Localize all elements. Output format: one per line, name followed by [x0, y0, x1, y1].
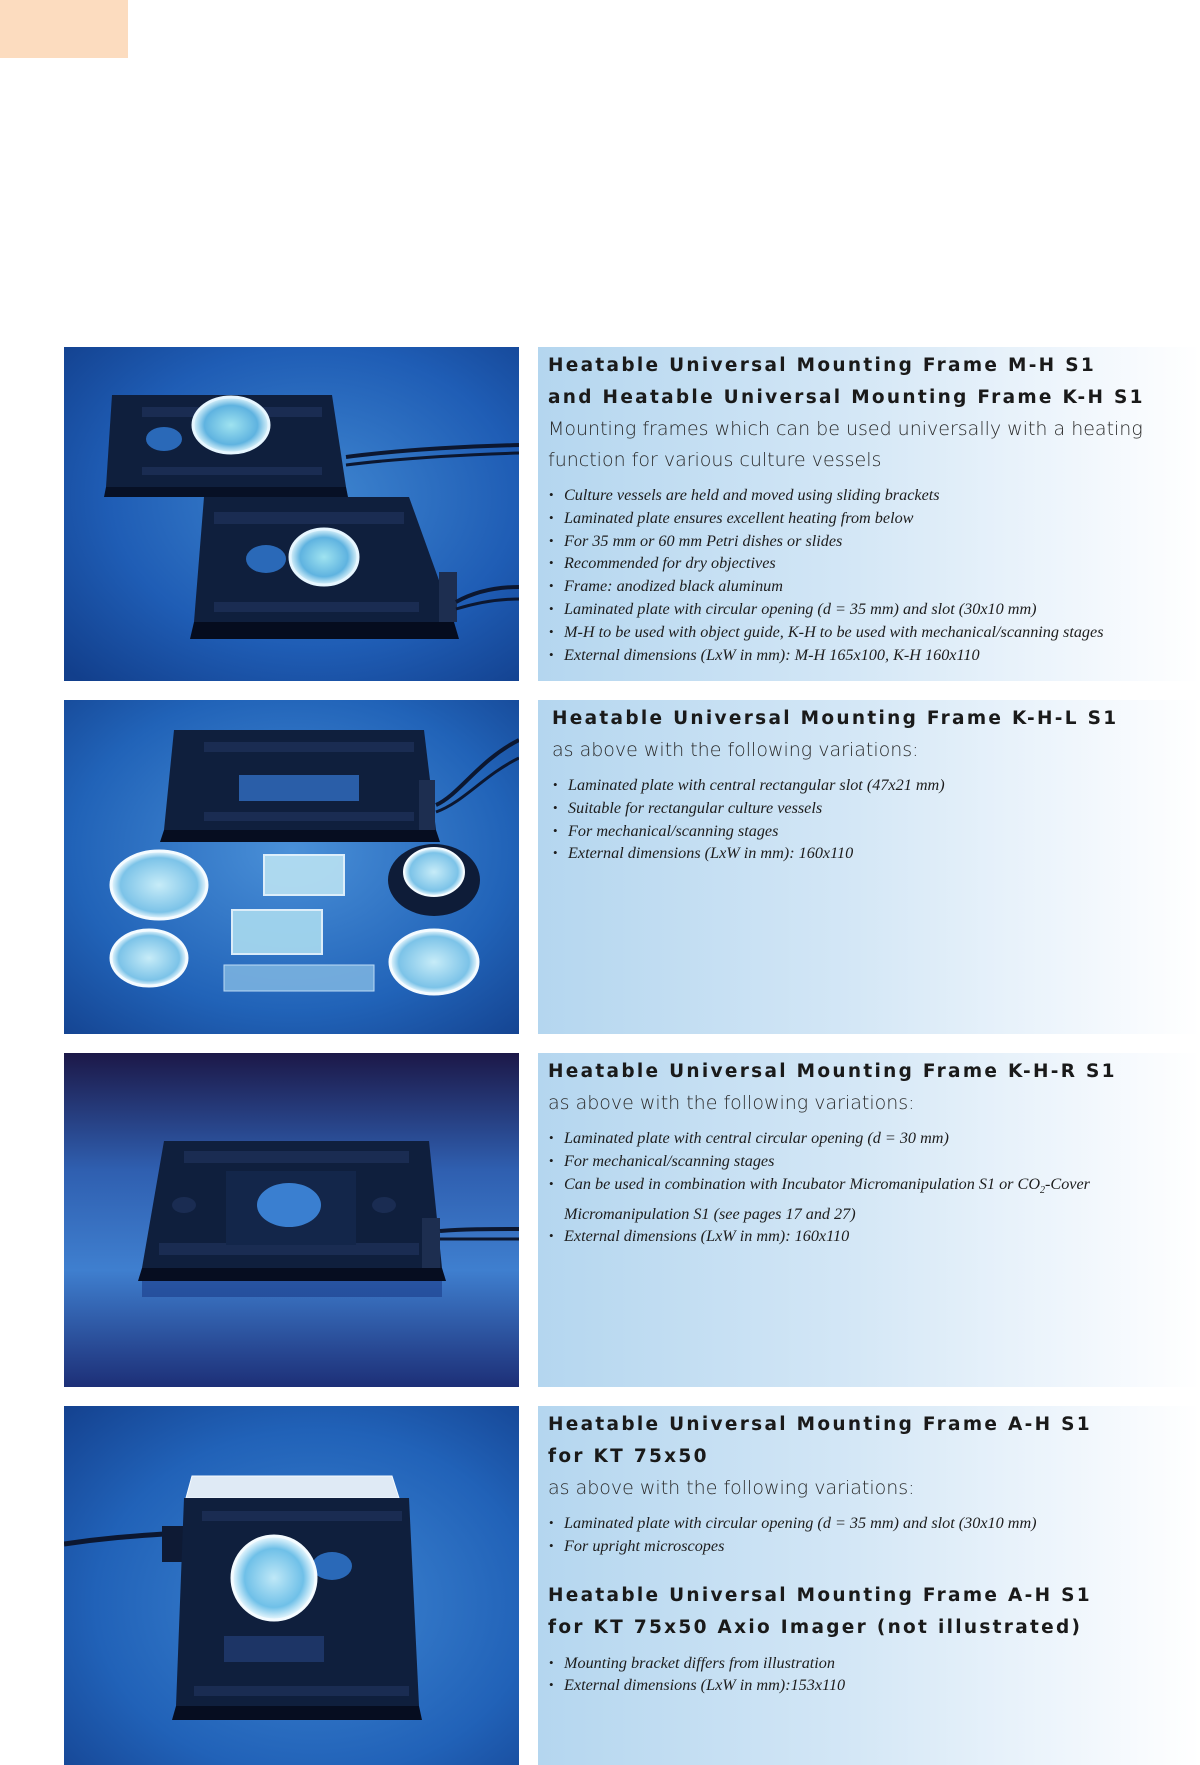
- mounting-frame-a-h-photo: [64, 1406, 519, 1765]
- product-section-k-h-l: [64, 700, 1200, 1034]
- product-title: Heatable Universal Mounting Frame K-H-R S1: [548, 1061, 1117, 1082]
- list-item: • For mechanical/scanning stages: [548, 1150, 1200, 1173]
- list-item: [548, 1173, 1200, 1226]
- product-subtitle: as above with the following variations:: [552, 739, 919, 761]
- list-item: • For mechanical/scanning stages: [552, 820, 1200, 843]
- list-item: • Laminated plate with circular opening (d = 35 mm) and slot (30x10 mm): [548, 1512, 1200, 1535]
- product-photo: [64, 700, 519, 1034]
- product-photo: [64, 347, 519, 681]
- product-photo: [64, 1053, 519, 1387]
- list-item: • External dimensions (LxW in mm): 160x110: [552, 842, 1200, 865]
- list-item: • Recommended for dry objectives: [548, 552, 1200, 575]
- product-title: Heatable Universal Mounting Frame M-H S1: [548, 355, 1096, 376]
- list-item: • Laminated plate with central rectangular slot (47x21 mm): [552, 774, 1200, 797]
- product-description-panel: [538, 1053, 1200, 1387]
- product-description-panel: [538, 347, 1200, 681]
- list-item-text-suffix: -Cover: [1045, 1174, 1090, 1193]
- mounting-frames-m-h-k-h-photo: [64, 347, 519, 681]
- list-item: • Culture vessels are held and moved using sliding brackets: [548, 484, 1200, 507]
- product-subtitle: Mounting frames which can be used universally with a heating: [548, 418, 1143, 440]
- product-description-panel: [538, 700, 1200, 1034]
- feature-list: [552, 774, 1200, 865]
- feature-list: [548, 484, 1200, 666]
- feature-list-secondary: [548, 1652, 1200, 1698]
- mounting-frame-k-h-l-with-vessels-photo: [64, 700, 519, 1034]
- list-item-text: Can be used in combination with Incubator Micromanipulation S1 or CO: [564, 1174, 1041, 1193]
- product-subtitle-continued: function for various culture vessels: [548, 449, 882, 471]
- list-item: • M-H to be used with object guide, K-H to be used with mechanical/scanning stages: [548, 621, 1200, 644]
- product-title-continued: and Heatable Universal Mounting Frame K-H S1: [548, 387, 1145, 408]
- feature-list: [548, 1127, 1200, 1248]
- product-subtitle: as above with the following variations:: [548, 1477, 915, 1499]
- product-title-secondary: Heatable Universal Mounting Frame A-H S1: [548, 1584, 1092, 1606]
- product-description-panel: [538, 1406, 1200, 1765]
- list-item: • External dimensions (LxW in mm): 160x110: [548, 1225, 1200, 1248]
- list-item: • Mounting bracket differs from illustration: [548, 1652, 1200, 1675]
- list-item: • For upright microscopes: [548, 1535, 1200, 1558]
- list-item-text-continued: Micromanipulation S1 (see pages 17 and 27): [564, 1204, 856, 1223]
- product-section-k-h-r: [64, 1053, 1200, 1387]
- list-item: • External dimensions (LxW in mm): M-H 165x100, K-H 160x110: [548, 644, 1200, 667]
- product-title-secondary-continued: for KT 75x50 Axio Imager (not illustrated): [548, 1616, 1083, 1638]
- product-photo: [64, 1406, 519, 1765]
- list-item: • External dimensions (LxW in mm):153x110: [548, 1674, 1200, 1697]
- page-corner-tab: [0, 0, 128, 58]
- list-item: • Suitable for rectangular culture vessels: [552, 797, 1200, 820]
- product-section-a-h: [64, 1406, 1200, 1765]
- product-title-continued: for KT 75x50: [548, 1446, 709, 1467]
- product-title: Heatable Universal Mounting Frame K-H-L S1: [552, 708, 1119, 729]
- product-title: Heatable Universal Mounting Frame A-H S1: [548, 1414, 1092, 1435]
- mounting-frame-k-h-r-photo: [64, 1053, 519, 1387]
- co2-subscript: 2: [1040, 1184, 1046, 1196]
- list-item: • For 35 mm or 60 mm Petri dishes or slides: [548, 530, 1200, 553]
- list-item: • Frame: anodized black aluminum: [548, 575, 1200, 598]
- product-subtitle: as above with the following variations:: [548, 1092, 915, 1114]
- product-section-m-h-k-h: [64, 347, 1200, 681]
- list-item: • Laminated plate ensures excellent heating from below: [548, 507, 1200, 530]
- list-item: • Laminated plate with circular opening (d = 35 mm) and slot (30x10 mm): [548, 598, 1200, 621]
- feature-list: [548, 1512, 1200, 1558]
- list-item: • Laminated plate with central circular opening (d = 30 mm): [548, 1127, 1200, 1150]
